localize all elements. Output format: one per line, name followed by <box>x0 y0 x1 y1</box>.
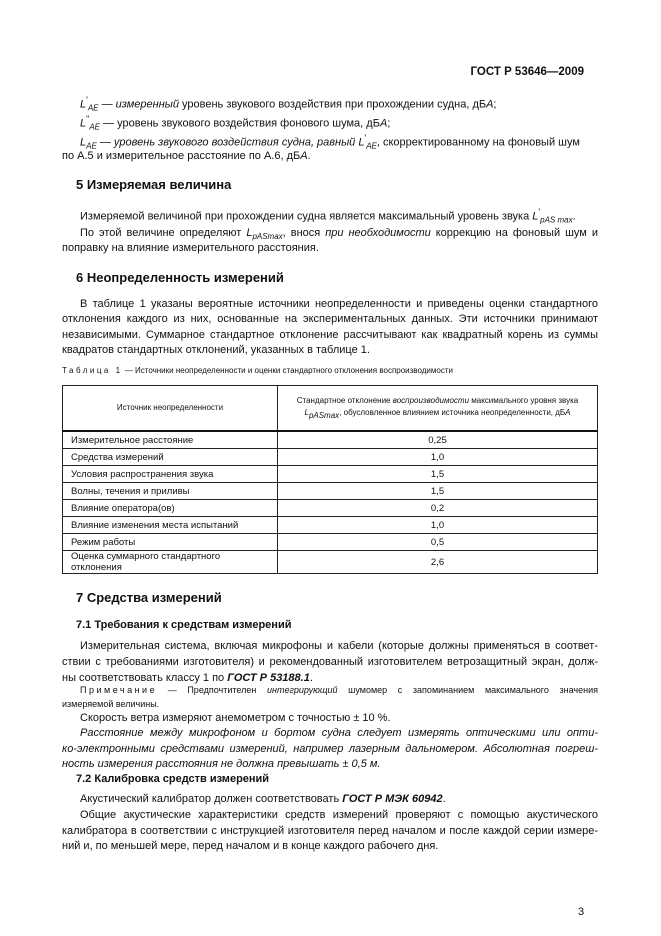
symbol: L <box>246 227 253 239</box>
symbol: L <box>532 210 539 223</box>
table-row <box>63 534 598 551</box>
dash: — <box>98 98 116 111</box>
source-cell: Волны, течения и приливы <box>63 483 278 500</box>
section-6-line: В таблице 1 указаны вероятные источники неопределенности и приведены оценки стандартного <box>80 298 598 310</box>
section-7-2-line: Общие акустические характеристики средств измерений проверяют с помощью акустического <box>80 809 598 821</box>
section-7-title: 7 Средства измерений <box>76 590 222 605</box>
text: по А.5 и измерительное расстояние по А.6, дБ <box>62 150 301 162</box>
section-7-2-title: 7.2 Калибровка средств измерений <box>76 773 270 785</box>
caption-text: — Источники неопределенности и оценки стандартного отклонения воспроизводимости <box>122 366 453 375</box>
wind-speed-text: Скорость ветра измеряют анемометром с точностью ± 10 %. <box>80 712 391 724</box>
table-row <box>63 500 598 517</box>
symbol: L <box>304 407 309 417</box>
text: коррекцию на фоновый шум и <box>430 227 598 239</box>
section-7-1-line <box>62 672 598 684</box>
source-cell: Влияние оператора(ов) <box>63 500 278 517</box>
text: , скорректированному на фоновый шум <box>376 136 580 149</box>
note <box>80 685 598 695</box>
text: ны соответствовать классу 1 по <box>62 672 228 684</box>
symbol: L <box>358 136 365 149</box>
table-row <box>63 449 598 466</box>
definition-measured <box>80 95 598 113</box>
subscript: AE <box>366 141 377 151</box>
definition-corrected-cont <box>62 150 598 162</box>
section-7-2-line: калибратора в соответствии с инструкцией изготовителя перед началом и после каждой серии измере- <box>62 825 598 837</box>
section-7-1-title: 7.1 Требования к средствам измерений <box>76 619 292 631</box>
section-5-p1 <box>80 207 598 225</box>
text: — Предпочтителен <box>157 685 267 695</box>
dash: — <box>100 117 118 130</box>
value-cell: 1,0 <box>278 449 598 466</box>
text: По этой величине определяют <box>80 227 247 239</box>
symbol: L <box>80 136 87 149</box>
text: Измеряемой величиной при прохождении судна является максимальный уровень звука <box>80 210 533 223</box>
section-7-2-p1 <box>80 793 598 805</box>
italic-text: воспроизводимости <box>392 395 470 405</box>
definition-background <box>80 114 598 132</box>
punct: . <box>572 210 576 223</box>
value-cell: 1,5 <box>278 483 598 500</box>
definition-corrected <box>80 133 598 151</box>
uncertainty-table <box>62 385 598 574</box>
text: , внося <box>282 227 326 239</box>
subscript: AE <box>87 103 99 113</box>
source-cell: Режим работы <box>63 534 278 551</box>
prime: ' <box>538 207 541 217</box>
italic-line: ко-электронными средствами измерений, например лазерным дальномером. Абсолютная погреш- <box>62 743 598 755</box>
text: уровень звукового воздействия фонового шума, дБ <box>117 117 380 130</box>
source-cell: Условия распространения звука <box>63 466 278 483</box>
value-cell: 1,0 <box>278 517 598 534</box>
section-7-1-line: ствии с требованиями изготовителя) и рекомендованный изготовителем ветрозащитный экран, долж- <box>62 656 598 668</box>
col-header-deviation <box>278 386 598 432</box>
subscript: pASmax <box>252 232 283 241</box>
table-row <box>63 483 598 500</box>
text: Акустический калибратор должен соответствовать <box>80 793 343 805</box>
prime: ' <box>364 133 367 143</box>
section-7-2-line: ний и, по меньшей мере, перед началом и в конце каждого рабочего дня. <box>62 840 439 852</box>
table-row <box>63 517 598 534</box>
unit: А <box>565 407 571 417</box>
text: максимального уровня звука <box>469 395 579 405</box>
prime: " <box>86 114 90 124</box>
note-line2: измеряемой величины. <box>62 699 160 709</box>
section-6-line: независимыми. Суммарное стандартное отклонение рассчитывают как квадратный корень из суммы <box>62 329 598 341</box>
col-header-source: Источник неопределенности <box>63 386 278 432</box>
unit: А <box>486 98 494 111</box>
text: уровень звукового воздействия при прохождении судна, дБ <box>178 98 487 111</box>
italic-term: уровень звукового воздействия судна, равный <box>113 136 359 149</box>
italic-text: при необходимости <box>325 227 431 239</box>
punct: ; <box>387 117 391 130</box>
symbol: L <box>80 117 87 130</box>
section-6-line: отклонения каждого из них, основанные на экспериментальных данных. Эти источники принимают <box>62 313 598 325</box>
section-5-p2-line2: поправку на влияние измерительного расстояния. <box>62 242 319 254</box>
source-cell: Измерительное расстояние <box>63 431 278 449</box>
standard-reference: ГОСТ Р 53188.1 <box>227 672 310 684</box>
table-row <box>63 466 598 483</box>
caption-label: Таблица 1 <box>62 366 123 375</box>
section-5-p2 <box>80 227 598 241</box>
value-cell: 0,5 <box>278 534 598 551</box>
table-row <box>63 551 598 574</box>
italic-term: измеренный <box>115 98 179 111</box>
text: Стандартное отклонение <box>296 395 393 405</box>
text: шумомер с запоминанием максимального значения <box>337 685 598 695</box>
value-cell: 1,5 <box>278 466 598 483</box>
italic-line: Расстояние между микрофоном и бортом судна следует измерять оптическими или опти- <box>80 727 598 739</box>
value-cell: 0,2 <box>278 500 598 517</box>
text: , обусловленное влиянием источника неопределенности, дБ <box>339 407 566 417</box>
section-6-line: квадратов стандартных отклонений, указанных в таблице 1. <box>62 344 370 356</box>
punct: ; <box>493 98 497 111</box>
value-cell: 0,25 <box>278 431 598 449</box>
punct: . <box>309 672 313 684</box>
subscript: pASmax <box>308 410 340 420</box>
symbol: L <box>80 98 87 111</box>
table-row <box>63 431 598 449</box>
page-number: 3 <box>578 906 585 918</box>
value-cell: 2,6 <box>278 551 598 574</box>
standard-reference: ГОСТ Р МЭК 60942 <box>342 793 443 805</box>
italic-text: интегрирующий <box>266 685 338 695</box>
subscript: pAS max <box>540 215 573 225</box>
punct: . <box>442 793 446 805</box>
document-id-header: ГОСТ Р 53646—2009 <box>470 66 584 78</box>
italic-line: ность измерения расстояния не должна превышать ± 0,5 м. <box>62 758 381 770</box>
unit: А <box>379 117 388 130</box>
source-cell: Средства измерений <box>63 449 278 466</box>
section-6-title: 6 Неопределенность измерений <box>76 270 284 285</box>
subscript: AE <box>86 141 97 151</box>
dash: — <box>96 136 114 149</box>
punct: . <box>307 150 311 162</box>
subscript: AE <box>89 122 100 132</box>
source-cell: Оценка суммарного стандартного отклонения <box>63 551 278 574</box>
note-label: Примечание <box>80 685 158 695</box>
unit: А <box>300 150 308 162</box>
section-5-title: 5 Измеряемая величина <box>76 177 232 192</box>
table-header-row <box>63 386 598 432</box>
prime: ' <box>86 95 88 105</box>
source-cell: Влияние изменения места испытаний <box>63 517 278 534</box>
table-caption <box>62 366 453 375</box>
section-7-1-line: Измерительная система, включая микрофоны и кабели (которые должны применяться в соответ- <box>80 640 598 652</box>
